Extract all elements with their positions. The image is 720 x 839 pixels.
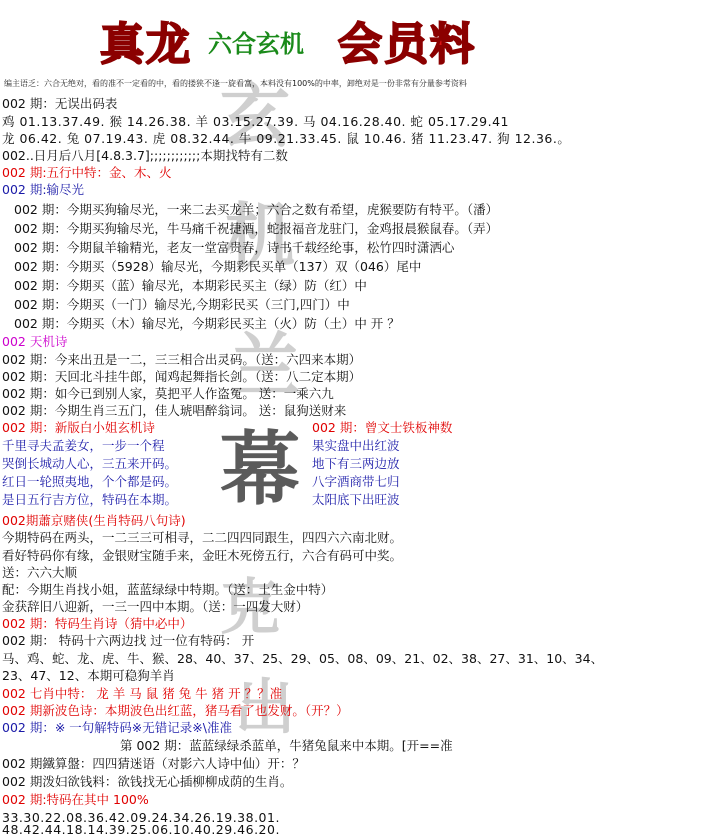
notice-text: 编主语乏：六合无绝对，看的准不一定看的中，看的搂狭不逢一旋看富，本料没有100%的中率，卸绝对是一份非常有分量参考资料 [4,79,467,88]
line-zodiac-numbers-1: 鸡 01.13.37.49. 猴 14.26.38. 羊 03.15.27.39. 马 04.16.28.40. 蛇 05.17.29.41 [2,114,509,129]
watermark-char: 兰 [230,324,300,407]
line-gambler-title: 002期蕭京赌侠(生肖特码八句诗) [2,513,186,528]
title-left: 真龙 [100,19,192,70]
line-gambler-pair-1: 配：今期生肖找小姐，蓝蓝绿绿中特期。（送：土生金中特） [2,582,334,597]
line-white-lady-4: 是日五行吉方位，特码在本期。 [2,492,178,507]
watermark-char: 出 [235,673,295,743]
line-iron-board-4: 太阳底下出旺波 [312,492,400,507]
line-gambler-2: 看好特码你有缘，金银财宝随手来，金旺木死傍五行，六合有码可中奖。 [2,548,403,563]
line-lose-all-1: 002 期：今期买狗输尽光，一来二去买龙羊；六合之数有希望，虎猴要防有特平。（潘） [14,202,499,217]
line-heaven-poem-title: 002 天机诗 [2,334,68,349]
watermark-char: 幕 [220,422,300,516]
line-gambler-1: 今期特码在两头，一二三三可相寻，二二四四同跟生，四四六六南北财。 [2,530,403,545]
line-one-sentence: 第 002 期：蓝蓝绿绿杀蓝单，牛猪兔鼠来中本期。[开==准 [120,738,453,753]
line-lose-all-6: 002 期：今期买（一门）输尽光,今期彩民买（三门,四门）中 [14,297,350,312]
line-iron-board-3: 八字酒商带七归 [312,474,400,489]
line-seven-zodiacs: 002 七肖中特： 龙 羊 马 鼠 猪 兔 牛 猪 开 ？？准 [2,686,283,701]
title-mid: 六合玄机 [208,29,304,58]
line-iron-board-1: 果实盘中出红波 [312,438,400,453]
line-heaven-poem-4: 002 期：今期生肖三五门，佳人琥唱醉翁词。 送：鼠狗送财来 [2,403,347,418]
line-white-lady-title: 002 期：新版白小姐玄机诗 [2,420,155,435]
line-iron-board-title: 002 期：曾文士铁板神数 [312,420,453,435]
line-five-elements: 002 期:五行中特：金、木、火 [2,165,172,180]
line-lose-all-4: 002 期：今期买（5928）输尽光，今期彩民买单（137）双（046）尾中 [14,259,422,274]
line-number-list-2: 23、47、12、本期可稳狗羊肖 [2,668,175,683]
line-special-code-title: 002 期:特码在其中 100% [2,792,149,807]
line-white-lady-3: 红日一轮照夷地，个个都是码。 [2,474,178,489]
watermark-char: 机 [225,194,295,277]
watermark-char: 玄 [220,74,290,157]
line-heaven-poem-1: 002 期：今来出丑是一二，三三相合出灵码。（送：六四来本期） [2,352,362,367]
line-lose-all-7: 002 期：今期买（木）输尽光，今期彩民买主（火）防（土）中 开 ？ [14,316,400,331]
line-special-numbers-1: 33.30.22.08.36.42.09.24.34.26.19.38.01. [2,810,280,825]
line-zodiac-poem-title: 002 期：特码生肖诗（猜中必中） [2,616,193,631]
line-abacus: 002 期鐵算盤：四四猜迷语（对影六人诗中仙）开：？ [2,756,305,771]
line-white-lady-2: 哭倒长城动人心，三五来开码。 [2,456,178,471]
line-lose-all-title: 002 期:输尽光 [2,182,85,197]
title-right: 会员料 [338,19,476,70]
line-special-numbers-2: 48.42.44.18.14.39.25.06.10.40.29.46.20. [2,822,280,837]
line-heaven-poem-2: 002 期：天回北斗挂牛郎，闻鸡起舞指长剑。（送：八二定本期） [2,369,362,384]
line-gambler-send: 送：六六大顺 [2,565,78,580]
line-wave-color-poem: 002 期新波色诗：本期波色出红蓝，猪马看了也发财。（开？） [2,703,349,718]
line-one-sentence-title: 002 期：※ 一句解特码※无错记录※\准准 [2,720,232,735]
watermark-char: 克 [220,573,280,643]
line-white-lady-1: 千里寻夫孟姜女，一步一个程 [2,438,165,453]
line-iron-board-2: 地下有三两边放 [312,456,400,471]
line-shrew: 002 期泼妇欲钱料：欲钱找无心插柳柳成荫的生肖。 [2,774,293,789]
line-zodiac-poem-1: 002 期： 特码十六两边找 过一位有特码： 开 [2,633,255,648]
line-lose-all-5: 002 期：今期买（蓝）输尽光，本期彩民买主（绿）防（红）中 [14,278,367,293]
line-code-table-title: 002 期：无误出码表 [2,96,118,111]
page-header [100,8,620,70]
line-sun-moon: 002..日月后八月[4.8.3.7];;;;;;;;;;;;本期找特有二数 [2,148,288,163]
line-heaven-poem-3: 002 期：如今已到别人家，莫把平人作盗冤。 送：一乘六九 [2,386,334,401]
line-gambler-pair-2: 金获辞旧八迎新，一三一四中本期。（送：一四发大财） [2,599,309,614]
line-zodiac-numbers-2: 龙 06.42. 兔 07.19.43. 虎 08.32.44. 牛 09.21.33.45. 鼠 10.46. 猪 11.23.47. 狗 12.36.。 [2,131,571,146]
line-number-list-1: 马、鸡、蛇、龙、虎、牛、猴、28、40、37、25、29、05、08、09、21、02、38、27、31、10、34、 [2,651,604,666]
line-lose-all-3: 002 期：今期鼠羊输精光，老友一堂富贵春，诗书千载经纶事，松竹四时潇洒心 [14,240,455,255]
line-lose-all-2: 002 期：今期买狗输尽光，牛马痛千祝捷酒，蛇报福音龙驻门，金鸡报晨猴鼠春。（弄） [14,221,499,236]
